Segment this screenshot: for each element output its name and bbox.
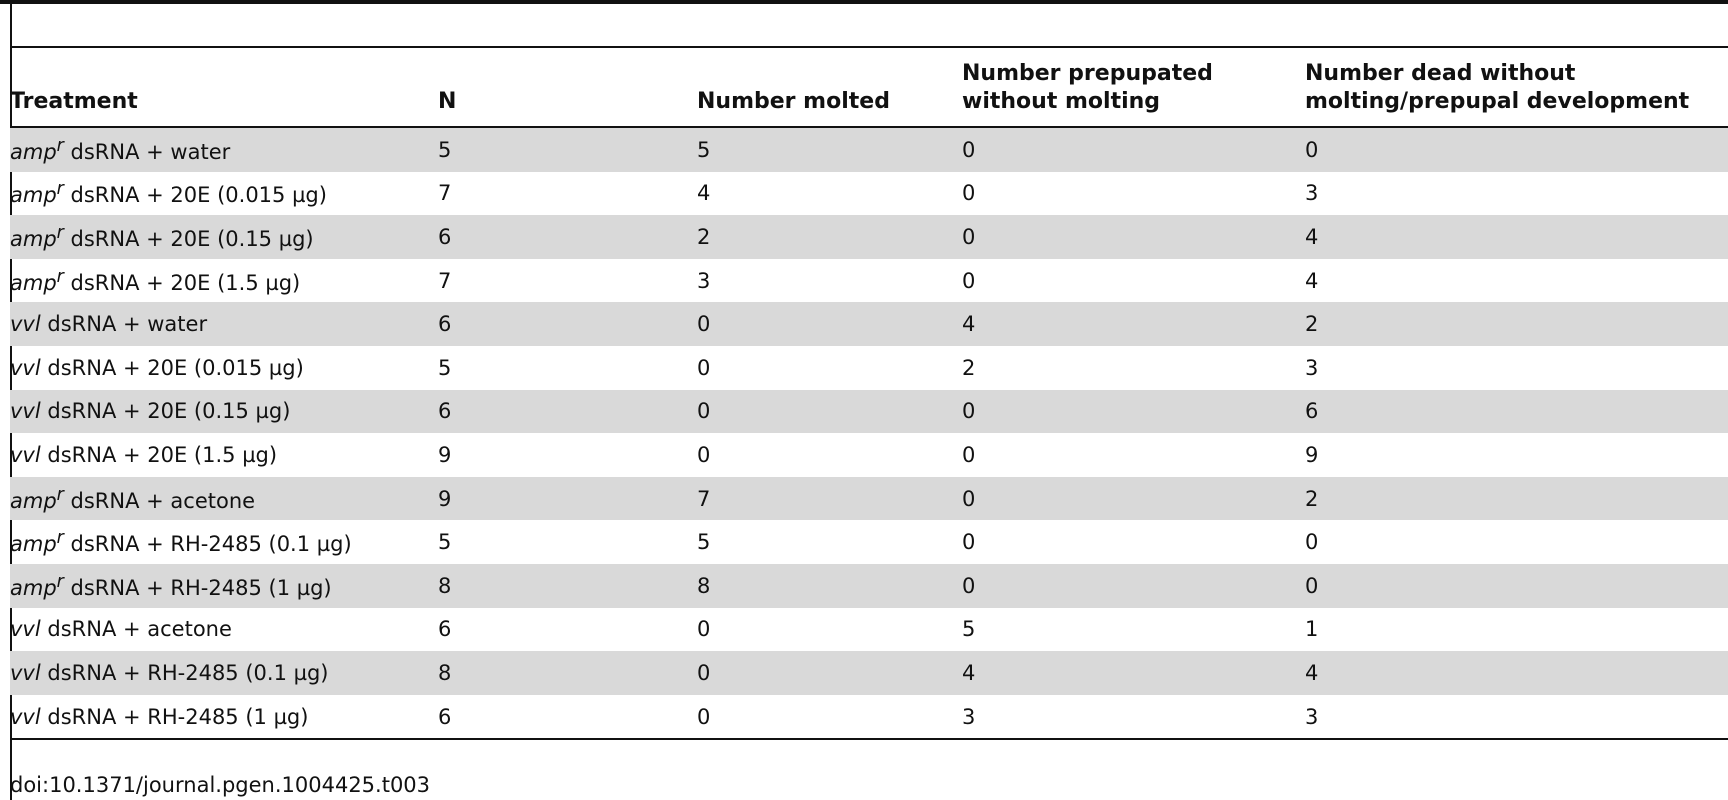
cell-dead: 0 bbox=[1305, 564, 1728, 608]
table-row bbox=[10, 390, 1728, 434]
cell-treatment bbox=[10, 608, 438, 652]
gene-name: vvl bbox=[10, 355, 41, 380]
cell-treatment bbox=[10, 651, 438, 695]
cell-treatment bbox=[10, 564, 438, 608]
cell-molted: 4 bbox=[697, 181, 711, 206]
cell-treatment bbox=[10, 520, 438, 564]
table-row bbox=[10, 215, 1728, 259]
header-treatment: Treatment bbox=[10, 89, 138, 114]
gene-name: amp bbox=[10, 532, 57, 557]
cell-prepupated: 5 bbox=[962, 617, 976, 642]
treatment-text: dsRNA + RH-2485 (0.1 µg) bbox=[63, 532, 352, 557]
cell-dead: 4 bbox=[1305, 268, 1319, 293]
treatment-text: dsRNA + water bbox=[40, 312, 208, 337]
cell-n: 5 bbox=[438, 355, 452, 380]
cell-treatment bbox=[10, 346, 438, 390]
gene-name: amp bbox=[10, 575, 57, 600]
cell-n: 8 bbox=[438, 651, 697, 695]
gene-superscript: r bbox=[56, 135, 64, 156]
cell-treatment bbox=[10, 390, 438, 434]
gene-name: vvl bbox=[10, 442, 41, 467]
cell-dead: 4 bbox=[1305, 215, 1728, 259]
results-table bbox=[10, 46, 1728, 740]
cell-dead: 2 bbox=[1305, 477, 1728, 521]
treatment-text: dsRNA + 20E (0.015 µg) bbox=[63, 183, 327, 208]
treatment-text: dsRNA + acetone bbox=[63, 488, 256, 513]
gene-superscript: r bbox=[56, 484, 64, 505]
table-row bbox=[10, 520, 1728, 564]
table-body bbox=[10, 127, 1728, 739]
cell-treatment bbox=[10, 477, 438, 521]
cell-n: 5 bbox=[438, 127, 697, 172]
cell-treatment bbox=[10, 215, 438, 259]
table-row bbox=[10, 127, 1728, 172]
table-row bbox=[10, 477, 1728, 521]
treatment-text: dsRNA + RH-2485 (0.1 µg) bbox=[40, 660, 329, 685]
treatment-text: dsRNA + RH-2485 (1 µg) bbox=[63, 575, 332, 600]
cell-dead: 4 bbox=[1305, 651, 1728, 695]
cell-n: 6 bbox=[438, 695, 697, 740]
cell-molted: 7 bbox=[697, 477, 962, 521]
cell-molted: 5 bbox=[697, 530, 711, 555]
gene-name: amp bbox=[10, 488, 57, 513]
header-n: N bbox=[438, 89, 457, 114]
cell-prepupated: 0 bbox=[962, 215, 1305, 259]
cell-molted: 5 bbox=[697, 127, 962, 172]
gene-superscript: r bbox=[56, 528, 64, 549]
cell-n: 6 bbox=[438, 215, 697, 259]
cell-prepupated: 3 bbox=[962, 695, 1305, 740]
cell-treatment bbox=[10, 695, 438, 740]
gene-name: vvl bbox=[10, 660, 41, 685]
cell-n: 6 bbox=[438, 302, 697, 346]
header-molted: Number molted bbox=[697, 89, 890, 114]
cell-prepupated: 0 bbox=[962, 530, 976, 555]
cell-n: 8 bbox=[438, 564, 697, 608]
cell-treatment bbox=[10, 127, 438, 172]
cell-prepupated: 0 bbox=[962, 477, 1305, 521]
header-row bbox=[10, 47, 1728, 127]
cell-dead: 9 bbox=[1305, 442, 1319, 467]
cell-dead: 2 bbox=[1305, 302, 1728, 346]
cell-prepupated: 0 bbox=[962, 442, 976, 467]
cell-prepupated: 4 bbox=[962, 302, 1305, 346]
cell-molted: 0 bbox=[697, 617, 711, 642]
cell-dead: 6 bbox=[1305, 390, 1728, 434]
table-row bbox=[10, 259, 1728, 303]
table-row bbox=[10, 172, 1728, 216]
cell-n: 5 bbox=[438, 530, 452, 555]
treatment-text: dsRNA + RH-2485 (1 µg) bbox=[40, 704, 309, 729]
gene-name: vvl bbox=[10, 617, 41, 642]
gene-name: amp bbox=[10, 183, 57, 208]
cell-molted: 0 bbox=[697, 390, 962, 434]
cell-n: 6 bbox=[438, 390, 697, 434]
cell-treatment bbox=[10, 259, 438, 303]
table-row bbox=[10, 651, 1728, 695]
cell-dead: 0 bbox=[1305, 530, 1319, 555]
cell-treatment bbox=[10, 433, 438, 477]
table-row bbox=[10, 608, 1728, 652]
cell-dead: 0 bbox=[1305, 127, 1728, 172]
cell-molted: 0 bbox=[697, 442, 711, 467]
cell-molted: 0 bbox=[697, 355, 711, 380]
gene-superscript: r bbox=[56, 266, 64, 287]
treatment-text: dsRNA + water bbox=[63, 139, 231, 164]
treatment-text: dsRNA + 20E (0.15 µg) bbox=[40, 399, 291, 424]
cell-n: 9 bbox=[438, 442, 452, 467]
cell-prepupated: 0 bbox=[962, 127, 1305, 172]
cell-n: 9 bbox=[438, 477, 697, 521]
gene-name: amp bbox=[10, 226, 57, 251]
doi-footer: doi:10.1371/journal.pgen.1004425.t003 bbox=[10, 773, 431, 797]
table-row bbox=[10, 564, 1728, 608]
cell-molted: 0 bbox=[697, 302, 962, 346]
gene-name: vvl bbox=[10, 704, 41, 729]
gene-name: vvl bbox=[10, 399, 41, 424]
gene-name: amp bbox=[10, 270, 57, 295]
treatment-text: dsRNA + 20E (1.5 µg) bbox=[63, 270, 301, 295]
top-rule bbox=[0, 0, 1728, 4]
cell-treatment bbox=[10, 172, 438, 216]
cell-molted: 3 bbox=[697, 268, 711, 293]
gene-superscript: r bbox=[56, 222, 64, 243]
cell-prepupated: 0 bbox=[962, 564, 1305, 608]
gene-name: amp bbox=[10, 139, 57, 164]
table-row bbox=[10, 302, 1728, 346]
table-row bbox=[10, 433, 1728, 477]
table-row bbox=[10, 695, 1728, 740]
treatment-text: dsRNA + 20E (0.15 µg) bbox=[63, 226, 314, 251]
treatment-text: dsRNA + 20E (0.015 µg) bbox=[40, 355, 304, 380]
treatment-text: dsRNA + acetone bbox=[40, 617, 232, 642]
cell-molted: 8 bbox=[697, 564, 962, 608]
cell-prepupated: 0 bbox=[962, 268, 976, 293]
header-prepupated: Number prepupated without molting bbox=[962, 61, 1213, 114]
gene-superscript: r bbox=[56, 179, 64, 200]
cell-prepupated: 2 bbox=[962, 355, 976, 380]
gene-name: vvl bbox=[10, 312, 41, 337]
cell-molted: 0 bbox=[697, 651, 962, 695]
table-row bbox=[10, 346, 1728, 390]
cell-n: 6 bbox=[438, 617, 452, 642]
cell-n: 7 bbox=[438, 181, 452, 206]
gene-superscript: r bbox=[56, 571, 64, 592]
cell-prepupated: 4 bbox=[962, 651, 1305, 695]
cell-prepupated: 0 bbox=[962, 181, 976, 206]
cell-molted: 0 bbox=[697, 695, 962, 740]
treatment-text: dsRNA + 20E (1.5 µg) bbox=[40, 442, 278, 467]
cell-dead: 3 bbox=[1305, 695, 1728, 740]
table-header bbox=[10, 47, 1728, 127]
table-container bbox=[10, 46, 1728, 740]
cell-dead: 3 bbox=[1305, 181, 1319, 206]
cell-dead: 1 bbox=[1305, 617, 1319, 642]
cell-molted: 2 bbox=[697, 215, 962, 259]
header-dead: Number dead without molting/prepupal development bbox=[1305, 61, 1690, 114]
cell-dead: 3 bbox=[1305, 355, 1319, 380]
cell-n: 7 bbox=[438, 268, 452, 293]
cell-treatment bbox=[10, 302, 438, 346]
cell-prepupated: 0 bbox=[962, 390, 1305, 434]
